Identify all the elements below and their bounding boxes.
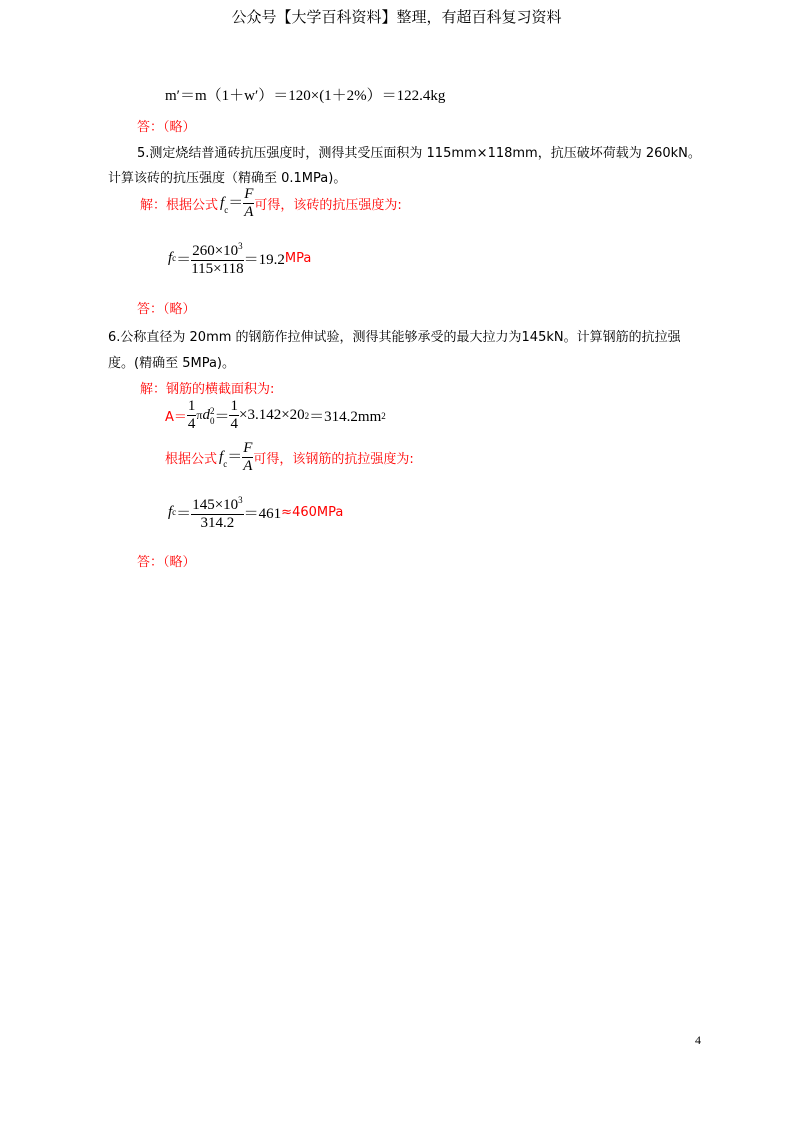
q6-calc-numerator — [191, 492, 243, 515]
q6-area-one: 1 — [187, 398, 196, 414]
q5-formula-c: c — [224, 204, 229, 215]
page-header: 公众号【大学百科资料】整理，有超百科复习资料 — [231, 8, 562, 26]
q6-area-one-2: 1 — [230, 398, 238, 414]
q6-area-fraction-1 — [187, 398, 197, 433]
q6-solution-intro: 解：钢筋的横截面积为: — [140, 382, 275, 397]
q6-area-four: 4 — [187, 416, 196, 432]
q5-calc-num-text: 260×10 — [192, 243, 239, 259]
answer-label-3: 答：（略） — [137, 555, 196, 570]
q6-calc-c: c — [172, 507, 177, 517]
answer-label-2: 答：（略） — [137, 302, 196, 317]
q5-text-line2: 计算该砖的抗压强度（精确至 0.1MPa)。 — [108, 171, 347, 186]
q6-calc-result: ＝461 — [243, 505, 282, 522]
q6-calc-eq: ＝ — [176, 505, 192, 522]
q6-area-four-2: 4 — [230, 416, 238, 432]
q6-area-calculation — [165, 398, 386, 433]
q5-calc-num-exp: 3 — [238, 241, 243, 251]
q6-formula-eq: ＝ — [227, 448, 243, 465]
page-number: 4 — [695, 1033, 701, 1047]
q6-formula-f: f — [219, 448, 224, 465]
q6-calc-num-text: 145×10 — [192, 497, 239, 513]
q6-formula — [219, 440, 253, 475]
q5-solution-suffix: 可得，该砖的抗压强度为: — [254, 198, 402, 213]
q5-calc-denominator: 115×118 — [191, 261, 244, 277]
answer-label-1: 答：（略） — [137, 120, 196, 135]
q6-solution-line — [165, 440, 414, 475]
q5-formula-eq: ＝ — [228, 194, 244, 211]
q6-area-unit-exp: 2 — [381, 410, 386, 421]
q5-formula-fraction — [243, 186, 254, 221]
q5-text-line1: 5.测定烧结普通砖抗压强度时，测得其受压面积为 115mm×118mm，抗压破坏荷载为 260kN。 — [137, 146, 701, 161]
q5-solution-line — [140, 186, 402, 221]
q5-calc-eq: ＝ — [176, 251, 192, 268]
q6-area-d-exp: 2 — [209, 405, 215, 416]
q6-calc-f: f — [168, 503, 173, 520]
q5-formula — [220, 186, 254, 221]
q5-calc-fraction — [191, 238, 243, 278]
q6-area-fraction-2 — [229, 398, 239, 433]
q5-formula-f: f — [220, 194, 225, 211]
q6-area-d-sub: 0 — [209, 415, 215, 426]
q6-formula-F: F — [243, 440, 253, 456]
q6-solution-suffix: 可得，该钢筋的抗拉强度为: — [253, 452, 414, 467]
q5-calc-result: ＝19.2 — [243, 251, 285, 268]
q6-calculation — [168, 492, 343, 532]
q6-area-rest: ×3.142×20 — [238, 407, 305, 423]
q6-calc-approx: ≈460MPa — [281, 504, 344, 520]
mass-equation: m′＝m（1＋w′）＝120×(1＋2%）＝122.4kg — [165, 88, 446, 104]
q6-formula-fraction — [242, 440, 253, 475]
q5-calc-numerator — [191, 238, 243, 261]
q5-calculation — [168, 238, 311, 278]
q6-calc-denominator: 314.2 — [200, 515, 235, 531]
q5-calc-c: c — [172, 253, 177, 263]
q5-calc-unit: MPa — [284, 250, 312, 266]
q6-text-line2: 度。(精确至 5MPa)。 — [108, 356, 235, 371]
q6-area-exp: 2 — [304, 410, 310, 421]
q6-area-pi: π — [196, 408, 203, 422]
q6-area-d: d — [202, 407, 210, 423]
q6-calc-fraction — [191, 492, 243, 532]
q6-formula-c: c — [223, 458, 228, 469]
q6-solution-prefix: 根据公式 — [165, 452, 218, 467]
q5-calc-f: f — [168, 249, 173, 266]
q6-area-eq: ＝ — [214, 409, 230, 425]
q6-text-line1: 6.公称直径为 20mm 的钢筋作拉伸试验，测得其能够承受的最大拉力为145kN。计算钢筋的抗拉强 — [108, 330, 681, 345]
q6-formula-A: A — [243, 458, 253, 474]
q5-formula-F: F — [244, 186, 254, 202]
q6-calc-num-exp: 3 — [238, 495, 243, 505]
q6-area-result: ＝314.2mm — [309, 409, 382, 425]
q5-formula-A: A — [244, 204, 254, 220]
q5-solution-prefix: 解：根据公式 — [140, 198, 219, 213]
q6-area-A: A＝ — [165, 410, 187, 425]
